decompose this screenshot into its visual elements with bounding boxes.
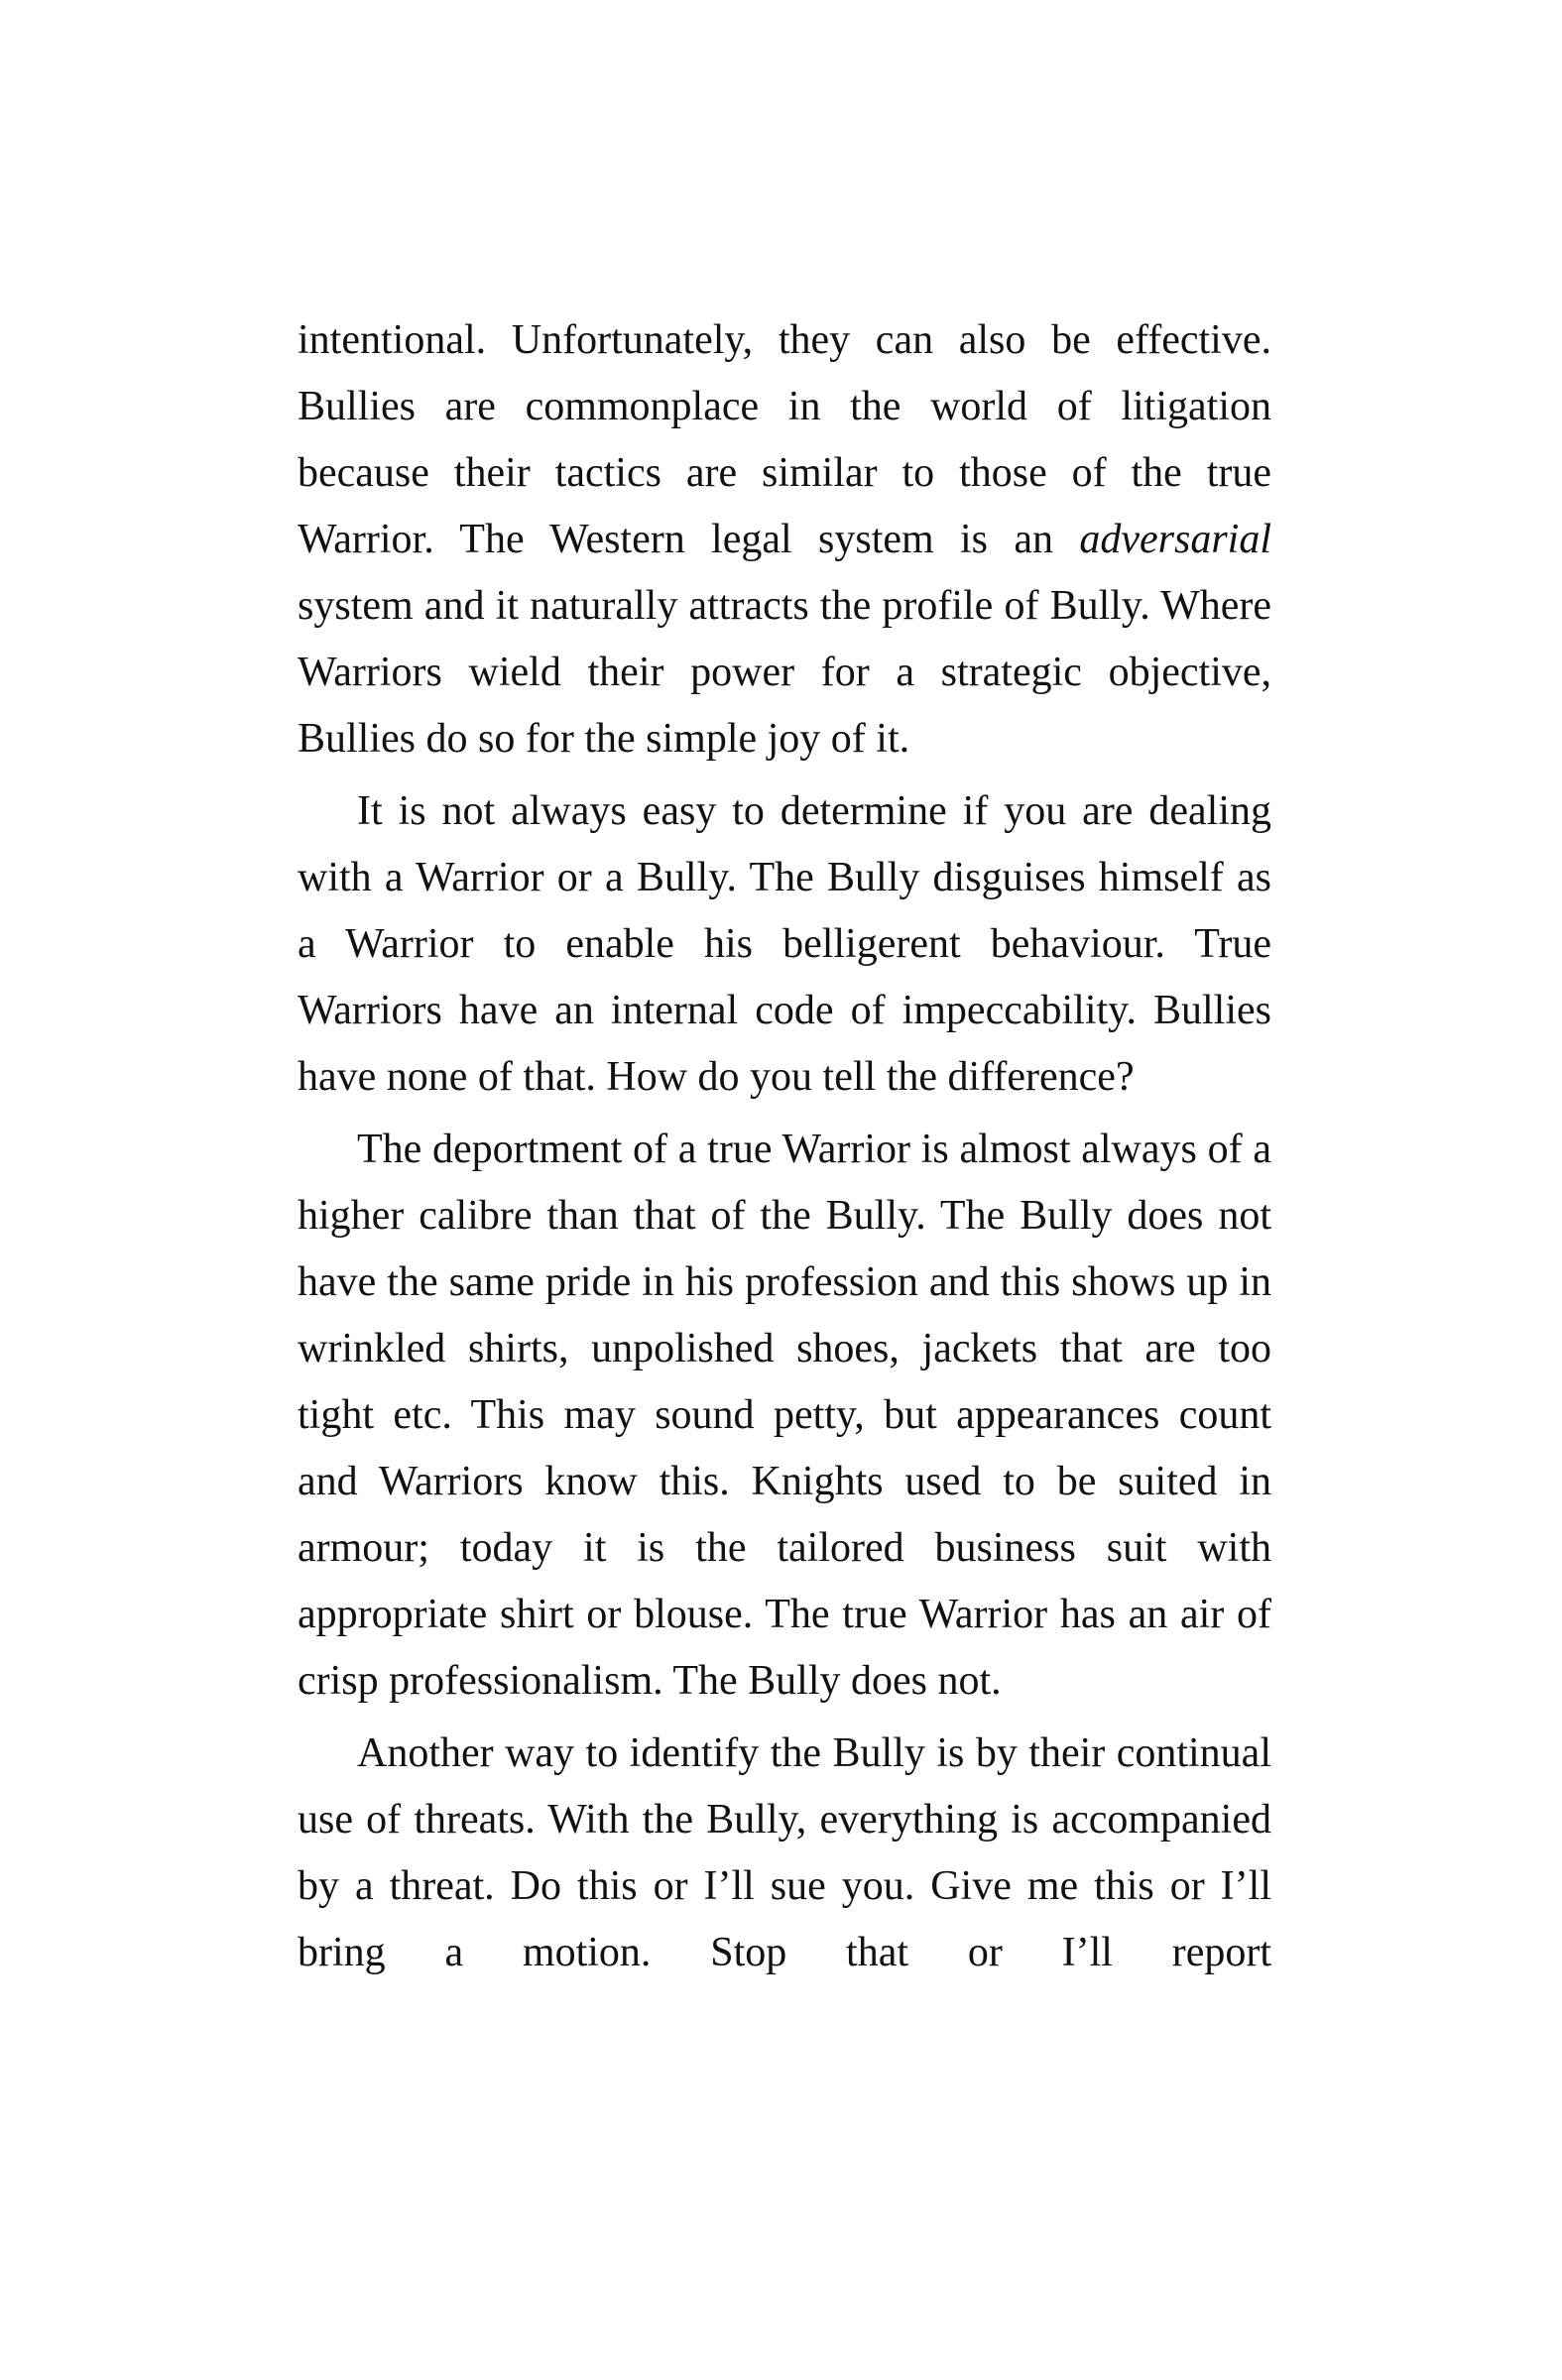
paragraph-1-part-1: intentional. Unfortunately, they can also be effective. Bullies are commonplace in the world of litigation because their tactics are similar to those of the true Warrior. The Western legal system is an xyxy=(298,317,1271,562)
page-body xyxy=(298,307,1271,1986)
paragraph-3: The deportment of a true Warrior is almost always of a higher calibre than that of the Bully. The Bully does not have the same pride in his profession and this shows up in wrinkled shirts, unpolished shoes, jackets that are too tight etc. This may sound petty, but appearances count and Warriors know this. Knights used to be suited in armour; today it is the tailored business suit with appropriate shirt or blouse. The true Warrior has an air of crisp professionalism. The Bully does not. xyxy=(298,1127,1271,1704)
paragraph-1-italic-word: adversarial xyxy=(1079,517,1271,562)
paragraph-4: Another way to identify the Bully is by their continual use of threats. With the Bully, everything is accompanied by a threat. Do this or I’ll sue you. Give me this or I’ll bring a motion. Stop that or I’ll report xyxy=(298,1730,1271,1975)
paragraph-1-part-2: system and it naturally attracts the profile of Bully. Where Warriors wield their power for a strategic objective, Bullies do so for the simple joy of it. xyxy=(298,583,1271,762)
paragraph-2: It is not always easy to determine if you are dealing with a Warrior or a Bully. The Bully disguises himself as a Warrior to enable his belligerent behaviour. True Warriors have an internal code of impeccability. Bullies have none of that. How do you tell the difference? xyxy=(298,788,1271,1100)
paragraph-1 xyxy=(298,307,1271,773)
